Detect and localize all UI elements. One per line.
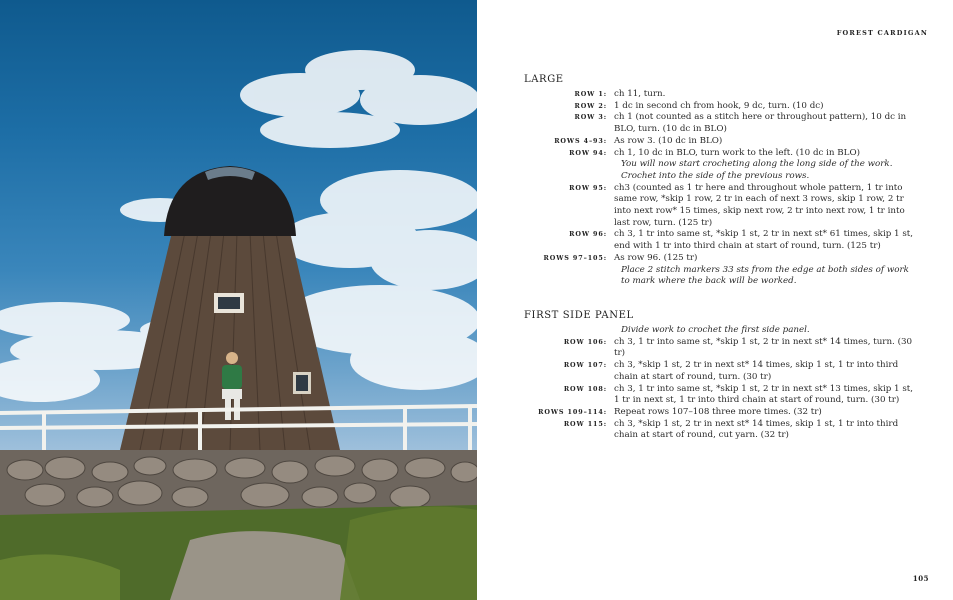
row-instruction: 1 dc in second ch from hook, 9 dc, turn. (10 dc)	[614, 100, 824, 111]
side-panel-rows	[524, 325, 919, 442]
row-label: ROW 3:	[574, 113, 607, 122]
tower-dome	[164, 166, 296, 236]
section-title-first-side-panel: FIRST SIDE PANEL	[524, 310, 634, 321]
pattern-row	[524, 337, 919, 360]
row-label: ROWS 109–114:	[538, 407, 607, 416]
row-instruction: ch 3, *skip 1 st, 2 tr in next st* 14 times, skip 1 st, 1 tr into third chain at start of round, cut yarn. (32 tr)	[614, 418, 899, 441]
pattern-row	[524, 89, 919, 101]
row-instruction: As row 3. (10 dc in BLO)	[614, 135, 723, 146]
row-label: ROWS 97–105:	[543, 253, 607, 262]
pattern-row	[524, 229, 919, 252]
row-instruction: ch 3, 1 tr into same st, *skip 1 st, 2 tr in next st* 13 times, skip 1 st, 1 tr in next st, 1 tr into third chain at start of round, turn. (30 tr)	[614, 383, 914, 406]
row-label: ROW 95:	[569, 183, 607, 192]
pattern-row	[524, 183, 919, 230]
row-instruction: ch3 (counted as 1 tr here and throughout whole pattern, 1 tr into same row, *skip 1 row, 2 tr in each of next 3 rows, skip 1 row, 2 tr into next row* 15 times, skip next row, 2 tr into next row, 1 tr into last row, turn. (125 tr)	[614, 182, 905, 228]
pattern-row	[524, 136, 919, 148]
row-instruction: Repeat rows 107–108 three more times. (32 tr)	[614, 406, 822, 417]
row-instruction: ch 1 (not counted as a stitch here or throughout pattern), 10 dc in BLO, turn. (10 dc in BLO)	[614, 112, 907, 135]
pattern-row	[524, 253, 919, 265]
row-label: ROW 96:	[569, 230, 607, 239]
row-label: ROW 94:	[569, 148, 607, 157]
row-label: ROW 115:	[563, 419, 607, 428]
row-instruction: As row 96. (125 tr)	[614, 252, 698, 263]
row-instruction: ch 3, 1 tr into same st, *skip 1 st, 2 tr in next st* 61 times, skip 1 st, end with 1 tr into third chain at start of round, turn. (125 tr)	[614, 229, 914, 252]
pattern-note: You will now start crocheting along the long side of the work. Crochet into the side of the previous rows.	[621, 159, 893, 181]
large-rows	[524, 89, 919, 288]
row-instruction: ch 11, turn.	[614, 89, 666, 99]
page-number: 105	[912, 574, 929, 583]
pattern-row	[524, 148, 919, 160]
pattern-row	[524, 112, 919, 135]
section-title-large: LARGE	[524, 74, 564, 85]
pattern-row	[524, 407, 919, 419]
row-label: ROW 1:	[574, 90, 607, 98]
pattern-row	[524, 101, 919, 113]
row-label: ROWS 4–93:	[554, 136, 607, 145]
pattern-note: Place 2 stitch markers 33 sts from the edge at both sides of work to mark where the back will be worked.	[621, 264, 909, 287]
pattern-row	[524, 384, 919, 407]
pattern-row	[524, 419, 919, 442]
pattern-page	[477, 0, 953, 600]
row-instruction: ch 3, 1 tr into same st, *skip 1 st, 2 tr in next st* 14 times, turn. (30 tr)	[614, 336, 913, 359]
pattern-note: Divide work to crochet the first side panel.	[621, 325, 810, 335]
row-label: ROW 106:	[563, 337, 607, 346]
pattern-row	[524, 360, 919, 383]
row-label: ROW 107:	[563, 361, 607, 370]
row-label: ROW 108:	[563, 384, 607, 393]
row-instruction: ch 3, *skip 1 st, 2 tr in next st* 14 times, skip 1 st, 1 tr into third chain at start of round, turn. (30 tr)	[614, 360, 899, 382]
row-label: ROW 2:	[574, 101, 607, 110]
row-instruction: ch 1, 10 dc in BLO, turn work to the left. (10 dc in BLO)	[614, 147, 860, 158]
running-head: FOREST CARDIGAN	[836, 29, 928, 37]
